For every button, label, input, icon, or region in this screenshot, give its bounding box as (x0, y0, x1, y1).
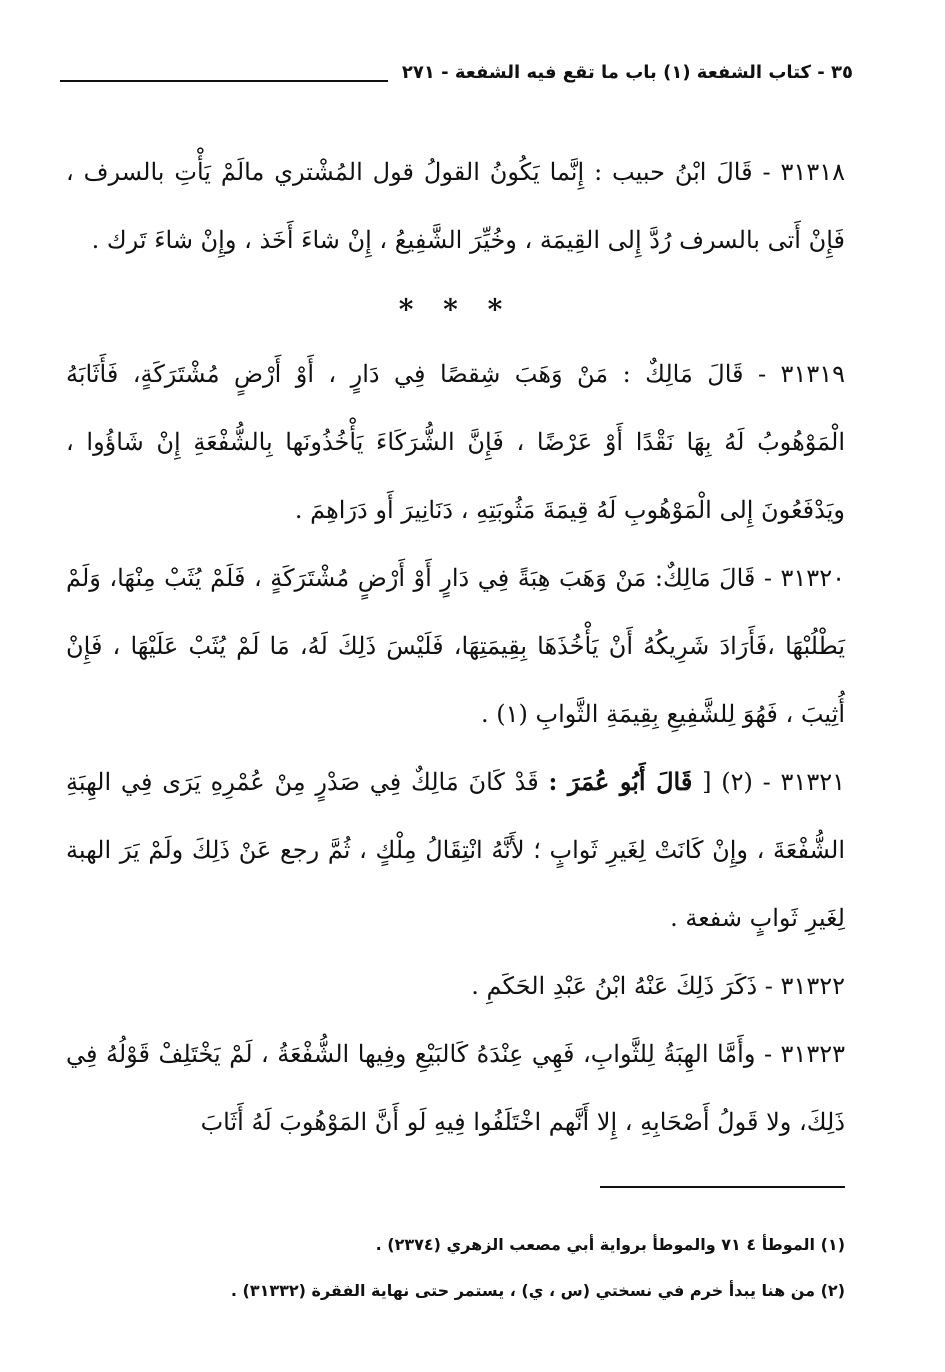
paragraph-number: ٣١٣٢١ - (٢) [ (702, 768, 845, 796)
paragraph-number: ٣١٣١٩ - (757, 360, 845, 388)
paragraph-31322 (66, 952, 845, 1020)
paragraph-number: ٣١٣٢٠ - (763, 564, 845, 592)
footnote-rule (600, 1186, 845, 1188)
paragraph-text: ذَكَرَ ذَلِكَ عَنْهُ ابْنُ عَبْدِ الحَكَمِ . (471, 972, 758, 1000)
paragraph-text: وأَمَّا الهِبَةُ لِلثَّوابِ، فَهِي عِنْدَهُ كَالبَيْعِ وفِيها الشُّفْعَةُ ، لَمْ يَخْتَلِفْ قَوْلُهُ فِي ذَلِكَ، ولا قَولُ أَصْحَابِهِ ، إِلا أَنَّهم اخْتَلَفُوا فِيهِ لَو أَنَّ المَوْهُوبَ لَهُ أَثَابَ (66, 1040, 845, 1136)
paragraph-31323 (66, 1020, 845, 1156)
paragraph-31318 (66, 138, 845, 274)
paragraph-text: قَدْ كَانَ مَالِكٌ فِي صَدْرٍ مِنْ عُمْرِهِ يَرَى فِي الهِبَةِ الشُّفْعَةَ ، وإِنْ كَانَتْ لِغَيرِ ثَوابٍ ؛ لأَنَّهُ انْتِقَالُ مِلْكٍ ، ثُمَّ رجع عَنْ ذَلِكَ ولَمْ يَرَ الهبة لِغَيرِ ثَوابٍ شفعة . (66, 768, 845, 932)
running-title: ٣٥ - كتاب الشفعة (١) باب ما تقع فيه الشفعة - ٢٧١ (401, 61, 853, 83)
paragraph-number: ٣١٣٢٢ - (764, 972, 845, 1000)
paragraph-number: ٣١٣٢٣ - (763, 1040, 845, 1068)
footnote-1: (١) الموطأ ٤ ٧١ والموطأ برواية أبي مصعب الزهري (٢٣٧٤) . (375, 1235, 845, 1254)
page-header (60, 52, 853, 92)
paragraph-31320 (66, 544, 845, 748)
page-body (66, 138, 845, 1156)
footnote-2: (٢) من هنا يبدأ خرم في نسختي (س ، ي) ، يستمر حتى نهاية الفقرة (٣١٣٣٢) . (230, 1281, 845, 1300)
paragraph-lead: قَالَ أَبُو عُمَرَ : (548, 767, 693, 796)
paragraph-number: ٣١٣١٨ - (762, 158, 845, 186)
footnotes (66, 1222, 845, 1314)
paragraph-text: قَالَ مَالِكٌ : مَنْ وَهَبَ شِقصًا فِي دَارٍ ، أَوْ أَرْضٍ مُشْتَرَكَةٍ، فَأَثَابَهُ الْمَوْهُوبُ لَهُ بِهَا نَقْدًا أَوْ عَرْضًا ، فَإِنَّ الشُّرَكَاءَ يَأْخُذُونَها بِالشُّفْعَةِ إِنْ شَاؤُوا ، ويَدْفَعُونَ إِلى الْمَوْهُوبِ لَهُ قِيمَةَ مَثُوبَتِهِ ، دَنَانِيرَ أَو دَرَاهِمَ . (66, 360, 845, 524)
paragraph-31321 (66, 748, 845, 952)
header-rule (60, 80, 388, 82)
paragraph-text: قَالَ مَالِكٌ: مَنْ وَهَبَ هِبَةً فِي دَارٍ أَوْ أَرْضٍ مُشْتَرَكَةٍ ، فَلَمْ يُثَبْ مِنْهَا، وَلَمْ يَطْلُبْهَا ،فَأَرَادَ شَرِيكُهُ أَنْ يَأْخُذَهَا بِقِيمَتِهَا، فَلَيْسَ ذَلِكَ لَهُ، مَا لَمْ يُثَبْ عَلَيْهَا ، فَإِنْ أُثِيبَ ، فَهُوَ لِلشَّفِيعِ بِقِيمَةِ الثَّوابِ (١) . (66, 564, 845, 728)
paragraph-text: قَالَ ابْنُ حبيب : إِنَّما يَكُونُ القولُ قول المُشْتري مالَمْ يَأْتِ بالسرف ، فَإِنْ أَتى بالسرف رُدَّ إِلى القِيمَة ، وخُيِّرَ الشَّفِيعُ ، إِنْ شاءَ أَخَذ ، وإِنْ شاءَ تَرك . (66, 158, 845, 254)
paragraph-31319 (66, 340, 845, 544)
section-separator: * * * (398, 293, 513, 326)
